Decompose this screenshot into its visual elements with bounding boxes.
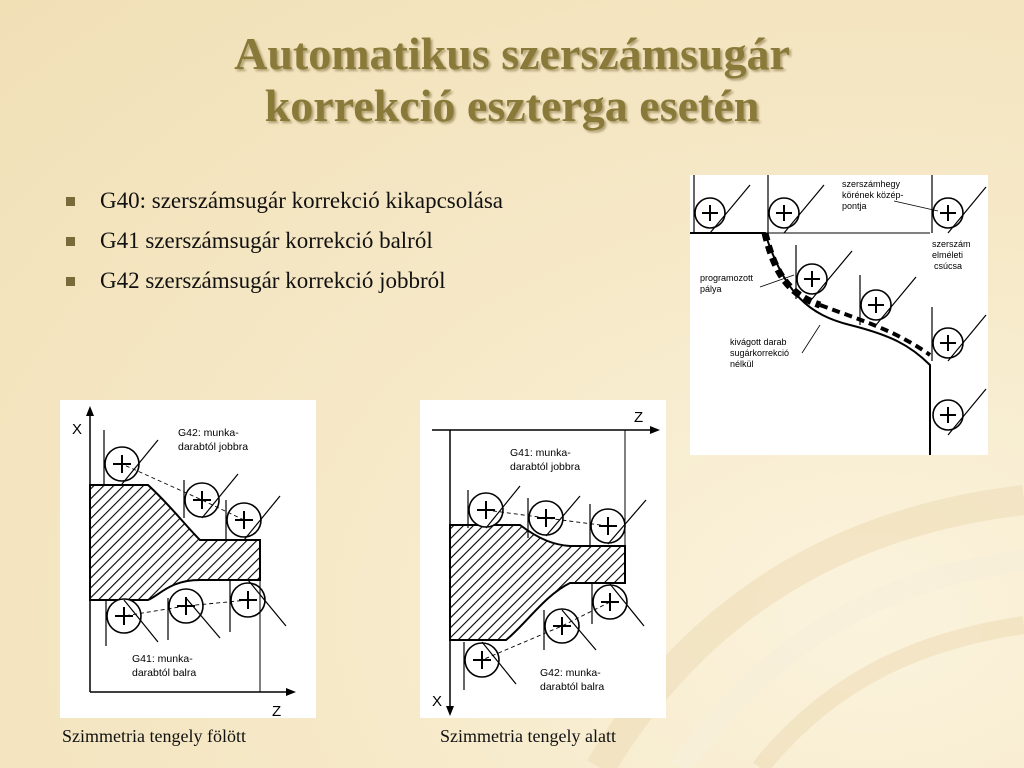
- label-nose-center-3: pontja: [842, 201, 867, 211]
- diagram-below-axis-svg: [420, 400, 666, 718]
- label-path-2: pálya: [700, 284, 722, 294]
- diagram-above-axis: [60, 400, 316, 718]
- axis-z-label-left: Z: [272, 703, 282, 718]
- slide-title: [0, 28, 1024, 132]
- label-tip-3: csúcsa: [934, 261, 963, 271]
- label-cut-1: kivágott darab: [730, 337, 787, 347]
- bullet-g41: G41 szerszámsugár korrekció balról: [62, 226, 622, 256]
- label-g42-1-right: G42: munka-: [540, 667, 601, 679]
- diagram-above-axis-svg: [60, 400, 316, 718]
- axis-x-label-right: X: [432, 693, 443, 710]
- label-g41-1-right: G41: munka-: [510, 447, 571, 459]
- label-tip-1: szerszám: [932, 239, 971, 249]
- label-path-1: programozott: [700, 273, 754, 283]
- label-g41-2-right: darabtól jobbra: [510, 461, 581, 473]
- axis-x-label-left: X: [72, 421, 83, 438]
- bullet-list: [62, 186, 622, 306]
- label-cut-3: nélkül: [730, 359, 754, 369]
- tool-radius-svg: [690, 175, 988, 455]
- label-g41-1-left: G41: munka-: [132, 653, 193, 665]
- label-nose-center-1: szerszámhegy: [842, 179, 901, 189]
- label-g42-1-left: G42: munka-: [178, 427, 239, 439]
- caption-below-axis: Szimmetria tengely alatt: [440, 726, 616, 746]
- label-nose-center-2: körének közép-: [842, 190, 904, 200]
- label-g42-2-left: darabtól jobbra: [178, 441, 249, 453]
- title-line-1: Automatikus szerszámsugár: [234, 28, 790, 79]
- bullet-g40: G40: szerszámsugár korrekció kikapcsolása: [62, 186, 540, 216]
- tool-radius-diagram: [690, 175, 988, 455]
- diagram-below-axis: [420, 400, 666, 718]
- title-line-2: korrekció eszterga esetén: [264, 80, 760, 131]
- label-g41-2-left: darabtól balra: [132, 667, 197, 679]
- bullet-g42: G42 szerszámsugár korrekció jobbról: [62, 266, 622, 296]
- axis-z-label-right: Z: [634, 409, 644, 426]
- caption-above-axis: Szimmetria tengely fölött: [62, 726, 246, 746]
- label-g42-2-right: darabtól balra: [540, 681, 605, 693]
- label-tip-2: elméleti: [932, 250, 964, 260]
- label-cut-2: sugárkorrekció: [730, 348, 790, 358]
